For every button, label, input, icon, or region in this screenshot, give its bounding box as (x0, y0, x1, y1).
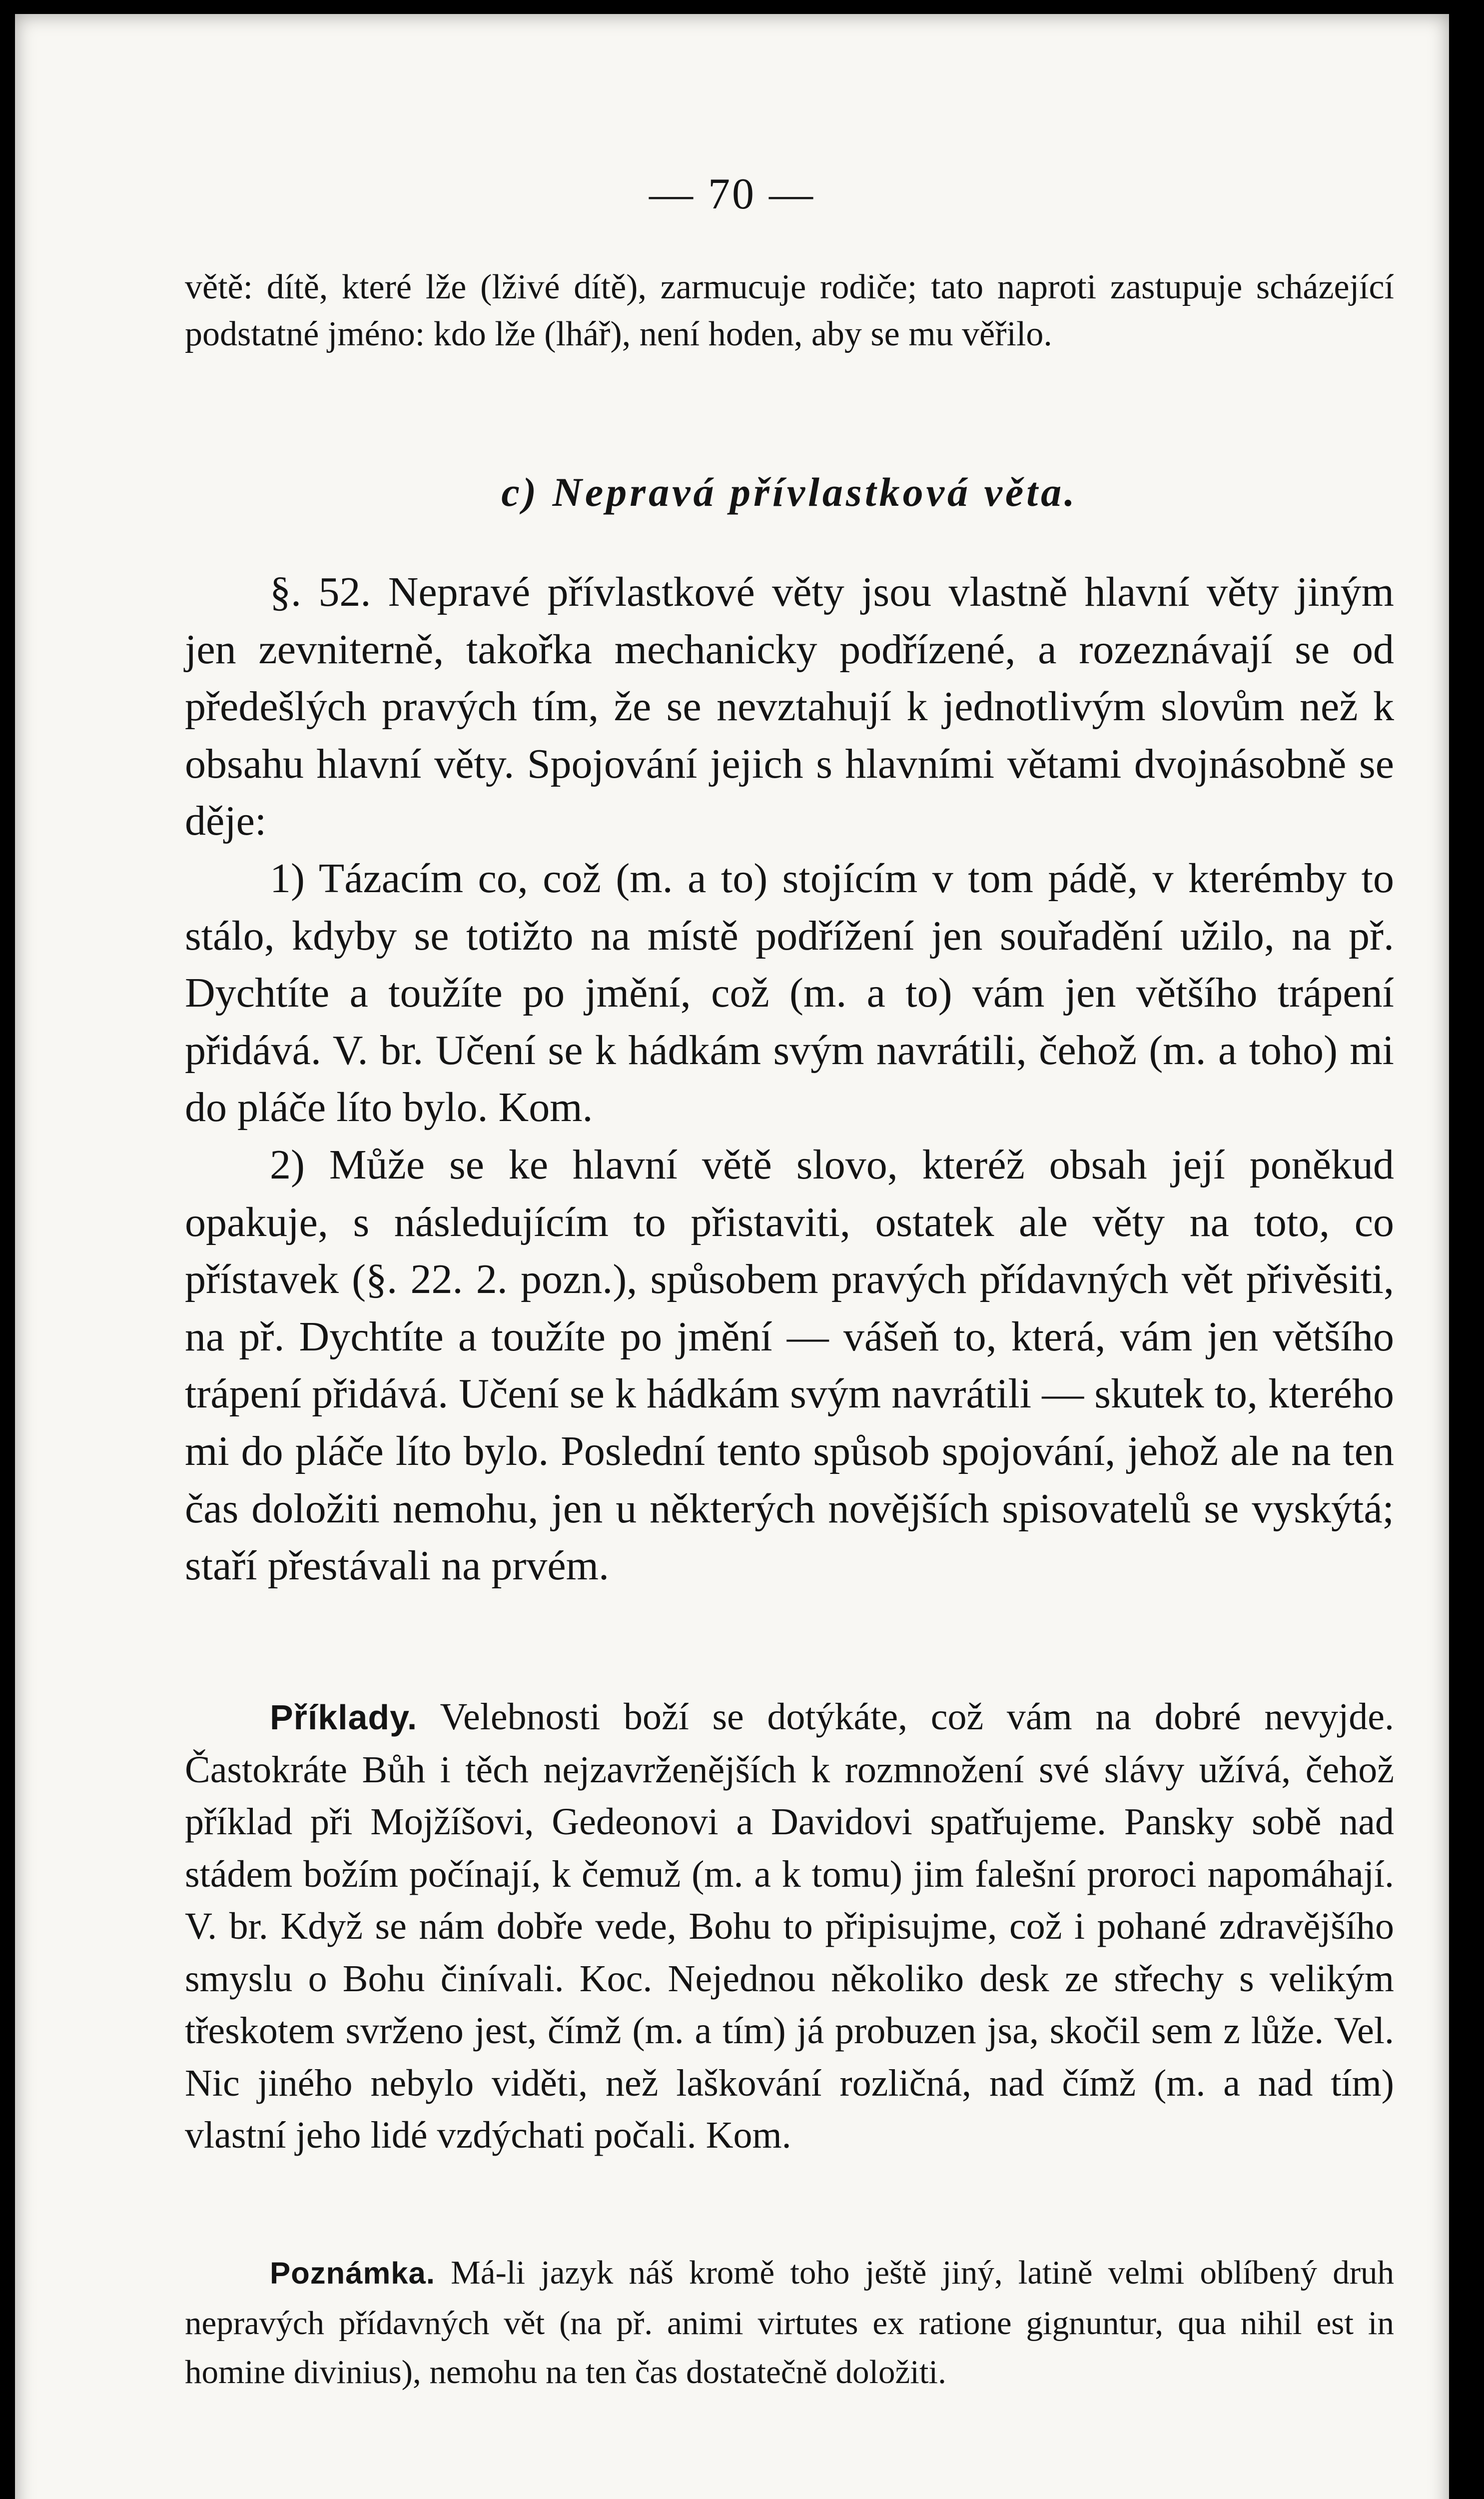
continued-paragraph: větě: dítě, které lže (lživé dítě), zarmucuje rodiče; tato naproti zastupuje scházející podstatné jméno: kdo lže (lhář), není hoden, aby se mu věřilo. (185, 268, 1394, 353)
examples-paragraph (185, 1691, 1394, 2162)
section-body (185, 564, 1394, 1595)
note-text: Má-li jazyk náš kromě toho ještě jiný, latině velmi oblíbený druh nepravých přídavných vět (na př. animi virtutes ex ratione gignuntur, qua nihil est in homine divinius), nemohu na ten čas dostatečně doložiti. (185, 2254, 1395, 2391)
note-paragraph (185, 2248, 1394, 2397)
item-1-paragraph: 1) Tázacím co, což (m. a to) stojícím v tom pádě, v kterémby to stálo, kdyby se totižto na místě podřížení jen souřadění užilo, na př. Dychtíte a toužíte po jmění, což (m. a to) vám jen většího trápení přidává. V. br. Učení se k hádkám svým navrátili, čehož (m. a toho) mi do pláče líto bylo. Kom. (185, 855, 1394, 1131)
examples-text: Velebnosti boží se dotýkáte, což vám na dobré nevyjde. Častokráte Bůh i těch nejzavrženějších k rozmnožení své slávy užívá, čehož příklad při Mojžíšovi, Gedeonovi a Davidovi spatřujeme. Pansky sobě nad stádem božím počínají, k čemuž (m. a k tomu) jim falešní proroci napomáhají. V. br. Když se nám dobře vede, Bohu to připisujme, což i pohané zdravějšího smyslu o Bohu činívali. Koc. Nejednou několiko desk ze střechy s velikým třeskotem svrženo jest, čímž (m. a tím) já probuzen jsa, skočil sem z lůže. Vel. Nic jiného nebylo viděti, než laškování rozličná, nad čímž (m. a nad tím) vlastní jeho lidé vzdýchati počali. Kom. (185, 1696, 1394, 2156)
section-52-paragraph: §. 52. Nepravé přívlastkové věty jsou vlastně hlavní věty jiným jen zevniterně, takořka mechanicky podřízené, a rozeznávají se od předešlých pravých tím, že se nevztahují k jednotlivým slovům než k obsahu hlavní věty. Spojování jejich s hlavními větami dvojnásobně se děje: (185, 569, 1394, 845)
page-number: — 70 — (649, 170, 815, 218)
item-2-paragraph: 2) Může se ke hlavní větě slovo, kteréž obsah její poněkud opakuje, s následujícím to přistaviti, ostatek ale věty na toto, co přístavek (§. 22. 2. pozn.), spůsobem pravých přídavných vět přivěsiti, na př. Dychtíte a toužíte po jmění — vášeň to, která, vám jen většího trápení přidává. Učení se k hádkám svým navrátili — skutek to, kterého mi do pláče líto bylo. Poslední tento spůsob spojování, jehož ale na ten čas doložiti nemohu, jen u některých novějších spisovatelů se vyskýtá; staří přestávali na prvém. (185, 1141, 1394, 1589)
note-label: Poznámka. (270, 2256, 435, 2291)
examples-label: Příklady. (270, 1698, 418, 1737)
book-page (15, 14, 1449, 2499)
section-heading: c) Nepravá přívlastková věta. (501, 469, 1078, 515)
